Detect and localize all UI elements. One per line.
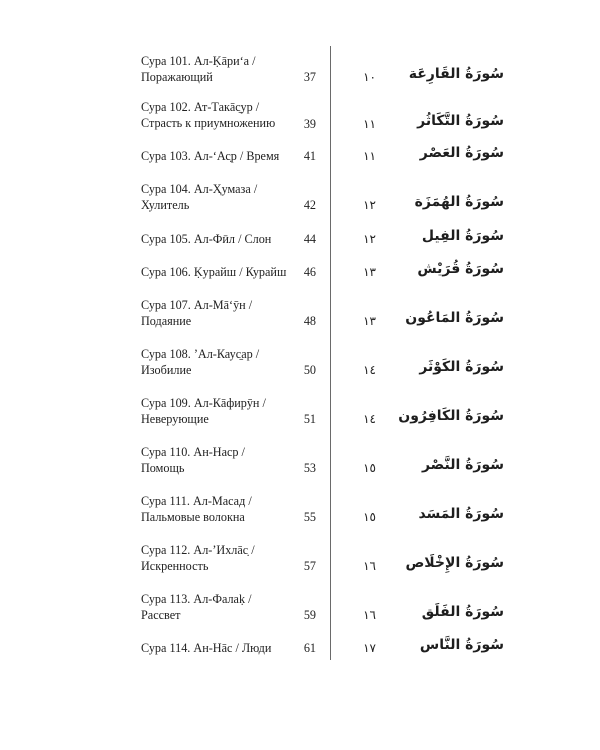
arabic-page-number: ١٥ (363, 461, 376, 475)
surah-title-ru: Сура 104. Ал-Ҳумаза / Хулитель (141, 182, 258, 212)
surah-title-ru: Сура 103. Ал-ʻАс̣р / Время (141, 149, 280, 163)
arabic-page-number: ١١ (363, 117, 376, 131)
surah-title-ru: Сура 109. Ал-Кāфирӯн / Неверующие (141, 396, 266, 426)
page-number: 42 (303, 198, 316, 212)
toc-entry (0, 297, 600, 337)
toc-entry (0, 637, 600, 680)
page-number: 39 (303, 117, 316, 131)
surah-title-ru: Сура 114. Ан-Нāс / Люди (141, 641, 272, 655)
surah-title-ru: Сура 106. Ḳурайш / Курайш (141, 265, 287, 279)
toc-entry (0, 542, 600, 582)
toc-entry (0, 591, 600, 631)
surah-title-ru: Сура 101. Ал-Ḳāриʻа / Поражающий (141, 54, 256, 84)
arabic-page-number: ١٦ (363, 608, 376, 622)
surah-title-arabic: سُورَةُ قُرَيْش (417, 261, 504, 277)
arabic-page-number: ١٣ (363, 314, 376, 328)
surah-title-arabic: سُورَةُ القَارِعَة (408, 66, 504, 82)
surah-title-arabic: سُورَةُ الفَلَق (421, 604, 504, 620)
toc-entry (0, 181, 600, 221)
arabic-page-number: ١٥ (363, 510, 376, 524)
page-number: 44 (303, 232, 316, 246)
surah-title-arabic: سُورَةُ الفِيل (421, 228, 504, 244)
toc-entry (0, 395, 600, 435)
arabic-page-number: ١١ (363, 149, 376, 163)
surah-title-ru: Сура 113. Ал-Фалаḳ / Рассвет (141, 592, 252, 622)
page-number: 46 (303, 265, 316, 279)
arabic-page-number: ١٠ (363, 70, 376, 84)
arabic-page-number: ١٦ (363, 559, 376, 573)
arabic-page-number: ١٢ (363, 198, 376, 212)
page-number: 59 (303, 608, 316, 622)
surah-title-arabic: سُورَةُ النَّاس (419, 637, 504, 653)
surah-title-arabic: سُورَةُ التَّكَاثُر (417, 113, 504, 129)
surah-title-arabic: سُورَةُ الإِخْلَاص (405, 555, 504, 571)
toc-entry (0, 444, 600, 484)
surah-title-ru: Сура 107. Ал-Мāʻӯн / Подаяние (141, 298, 253, 328)
page-number: 51 (303, 412, 316, 426)
surah-title-ru: Сура 112. Ал-ʼИхлāс̣ / Искренность (141, 543, 255, 573)
arabic-page-number: ١٧ (363, 641, 376, 655)
toc-entry (0, 53, 600, 93)
page-number: 55 (303, 510, 316, 524)
surah-title-arabic: سُورَةُ العَصْر (419, 145, 504, 161)
toc-entry (0, 493, 600, 533)
page-number: 57 (303, 559, 316, 573)
page-number: 48 (303, 314, 316, 328)
surah-title-arabic: سُورَةُ المَاعُون (405, 310, 504, 326)
arabic-page-number: ١٢ (363, 232, 376, 246)
arabic-page-number: ١٤ (363, 412, 376, 426)
surah-title-arabic: سُورَةُ الهُمَزَة (414, 194, 504, 210)
page-number: 53 (303, 461, 316, 475)
page-number: 37 (303, 70, 316, 84)
surah-title-ru: Сура 105. Ал-Фӣл / Слон (141, 232, 272, 246)
surah-title-arabic: سُورَةُ الكَوْثَر (419, 359, 504, 375)
surah-title-ru: Сура 102. Ат-Такāс̱ур / Страсть к приумножению (141, 100, 276, 130)
surah-title-ru: Сура 110. Ан-Наср / Помощь (141, 445, 245, 475)
surah-title-ru: Сура 111. Ал-Масад / Пальмовые волокна (141, 494, 252, 524)
arabic-page-number: ١٤ (363, 363, 376, 377)
surah-title-arabic: سُورَةُ النَّصْر (421, 457, 504, 473)
page-number: 50 (303, 363, 316, 377)
toc-entry (0, 346, 600, 386)
surah-title-ru: Сура 108. ʼАл-Каус̱ар / Изобилие (141, 347, 260, 377)
toc-entry (0, 99, 600, 139)
surah-title-arabic: سُورَةُ الكَافِرُون (398, 408, 504, 424)
arabic-page-number: ١٣ (363, 265, 376, 279)
page-number: 61 (303, 641, 316, 655)
surah-title-arabic: سُورَةُ المَسَد (418, 506, 504, 522)
page-number: 41 (303, 149, 316, 163)
